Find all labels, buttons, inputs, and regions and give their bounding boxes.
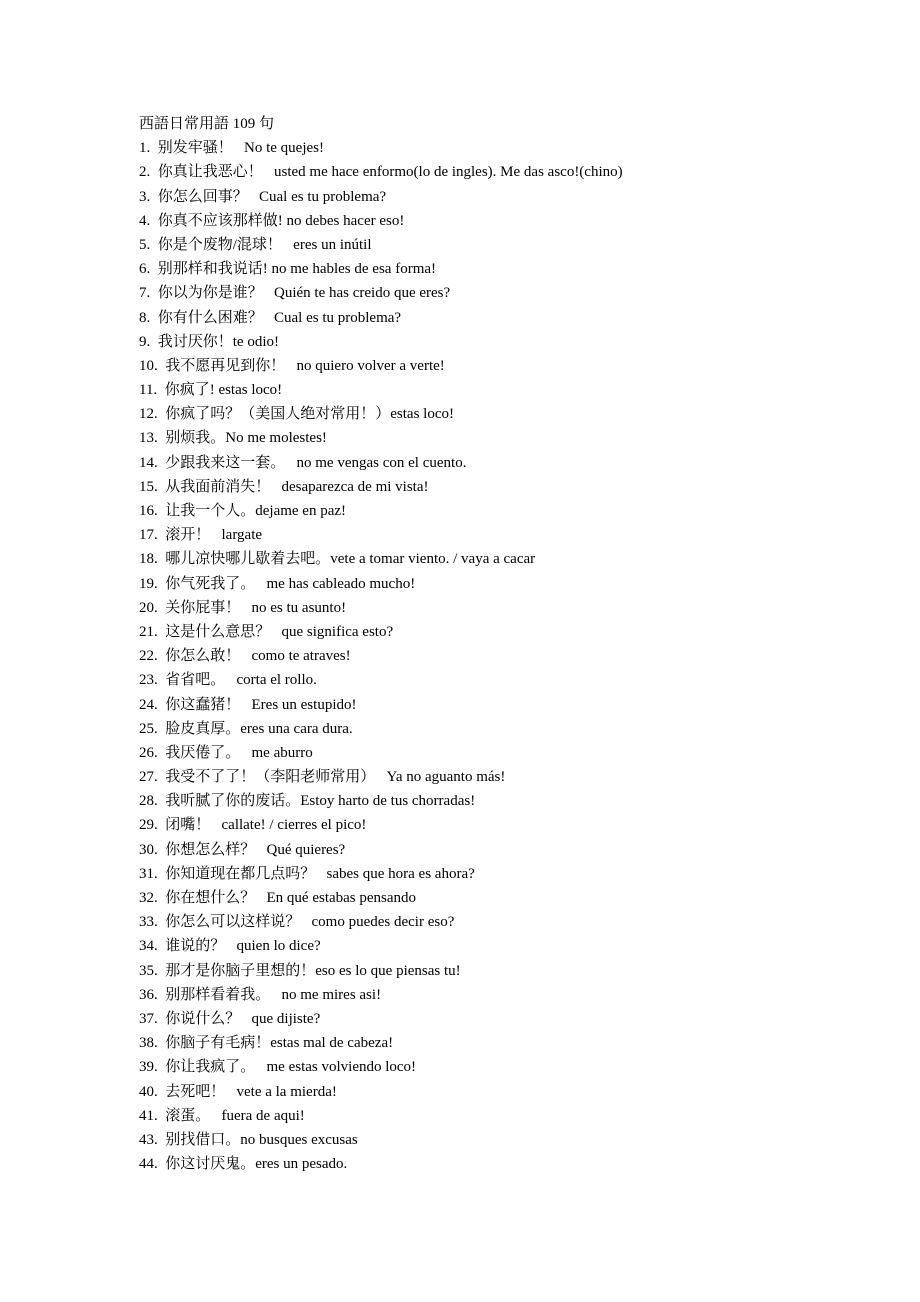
phrase-line: 10. 我不愿再见到你！ no quiero volver a verte! (139, 357, 445, 374)
phrase-line: 4. 你真不应该那样做! no debes hacer eso! (139, 212, 405, 229)
phrase-line: 37. 你说什么？ que dijiste? (139, 1010, 321, 1027)
phrase-line: 24. 你这蠢猪！ Eres un estupido! (139, 696, 357, 713)
phrase-line: 38. 你脑子有毛病！estas mal de cabeza! (139, 1035, 394, 1052)
phrase-line: 28. 我听腻了你的废话。Estoy harto de tus chorradas! (139, 793, 476, 810)
phrase-line: 33. 你怎么可以这样说？ como puedes decir eso? (139, 914, 455, 931)
phrase-line: 14. 少跟我来这一套。 no me vengas con el cuento. (139, 454, 467, 471)
phrase-line: 31. 你知道现在都几点吗？ sabes que hora es ahora? (139, 865, 475, 882)
phrase-line: 23. 省省吧。 corta el rollo. (139, 672, 317, 689)
phrase-line: 39. 你让我疯了。 me estas volviendo loco! (139, 1059, 417, 1076)
phrase-line: 6. 别那样和我说话! no me hables de esa forma! (139, 261, 437, 278)
phrase-line: 36. 别那样看着我。 no me mires asi! (139, 986, 382, 1003)
phrase-line: 11. 你疯了! estas loco! (139, 382, 283, 399)
phrase-line: 25. 脸皮真厚。eres una cara dura. (139, 720, 353, 737)
phrase-line: 34. 谁说的？ quien lo dice? (139, 938, 321, 955)
phrase-line: 32. 你在想什么？ En qué estabas pensando (139, 890, 417, 906)
phrase-line: 9. 我讨厌你！te odio! (139, 333, 279, 350)
phrase-line: 15. 从我面前消失！ desaparezca de mi vista! (139, 478, 429, 495)
phrase-line: 35. 那才是你脑子里想的！eso es lo que piensas tu! (139, 962, 461, 979)
phrase-line: 17. 滚开！ largate (139, 527, 263, 544)
phrase-line: 8. 你有什么困难？ Cual es tu problema? (139, 309, 402, 326)
phrase-line: 27. 我受不了了！（李阳老师常用） Ya no aguanto más! (139, 769, 506, 786)
phrase-line: 26. 我厌倦了。 me aburro (139, 744, 313, 761)
phrase-line: 29. 闭嘴！ callate! / cierres el pico! (139, 817, 367, 834)
document-title: 西語日常用語 109 句 (139, 116, 275, 132)
phrase-line: 41. 滚蛋。 fuera de aqui! (139, 1107, 305, 1124)
phrase-line: 12. 你疯了吗？（美国人绝对常用！）estas loco! (139, 406, 454, 423)
phrase-line: 18. 哪儿凉快哪儿歇着去吧。vete a tomar viento. / vaya a cacar (139, 551, 536, 568)
phrase-line: 2. 你真让我恶心！ usted me hace enformo(lo de ingles). Me das asco!(chino) (139, 164, 623, 181)
phrase-list (139, 136, 879, 1176)
phrase-line: 1. 别发牢骚！ No te quejes! (139, 140, 324, 157)
phrase-line: 21. 这是什么意思？ que significa esto? (139, 623, 394, 640)
phrase-line: 13. 别烦我。No me molestes! (139, 430, 327, 447)
phrase-line: 3. 你怎么回事？ Cual es tu problema? (139, 188, 387, 205)
phrase-line: 22. 你怎么敢！ como te atraves! (139, 648, 351, 665)
document-body (139, 112, 879, 1176)
phrase-line: 20. 关你屁事！ no es tu asunto! (139, 599, 347, 616)
phrase-line: 40. 去死吧！ vete a la mierda! (139, 1083, 337, 1100)
phrase-line: 19. 你气死我了。 me has cableado mucho! (139, 575, 416, 592)
phrase-line: 43. 别找借口。no busques excusas (139, 1131, 358, 1148)
phrase-line: 44. 你这讨厌鬼。eres un pesado. (139, 1156, 348, 1173)
phrase-line: 30. 你想怎么样？ Qué quieres? (139, 841, 346, 858)
phrase-line: 7. 你以为你是谁？ Quién te has creido que eres? (139, 285, 451, 302)
phrase-line: 5. 你是个废物/混球！ eres un inútil (139, 236, 372, 253)
phrase-line: 16. 让我一个人。dejame en paz! (139, 503, 347, 519)
